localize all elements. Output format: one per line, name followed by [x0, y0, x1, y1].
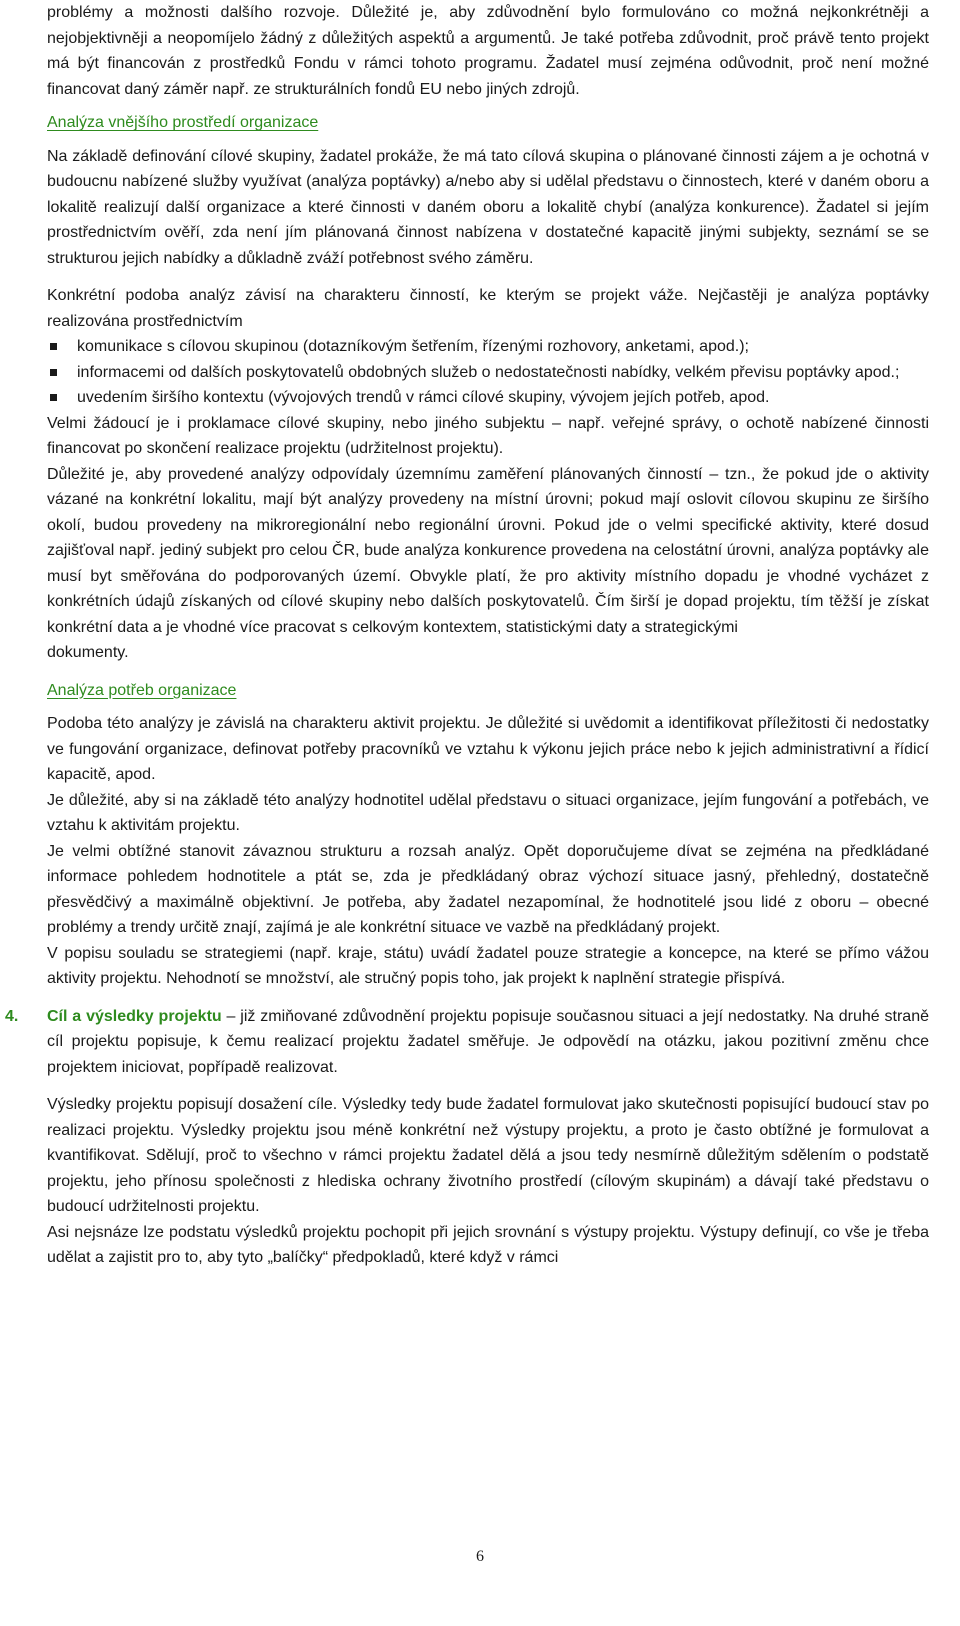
external-paragraph-1: Na základě definování cílové skupiny, žadatel prokáže, že má tato cílová skupina o plánované činnosti zájem a je ochotná v budoucnu nabízené služby využívat (analýza poptávky) a/nebo aby si udělal představu o činnostech, které v daném oboru a lokalitě realizují další organizace a které činnosti v daném oboru a lokalitě chybí (analýza konkurence). Žadatel si jejím prostřednictvím ověří, zda není jím plánovaná činnost nabízena v dostatečné kapacitě jinými subjekty, seznámí se se strukturou jejich nabídky a důkladně zváží potřebnost svého záměru.	[47, 147, 929, 267]
needs-paragraph-3: Je velmi obtížné stanovit závaznou strukturu a rozsah analýz. Opět doporučujeme dívat se zejména na předkládané informace pohledem hodnotitele a ptát se, zda je předkládaný obraz výchozí situace jasný, přehledný, dostatečně přesvědčivý a maximálně objektivní. Je potřeba, aby žadatel nezapomínal, že hodnotitelé jsou lidé z oboru – obecné problémy a trendy určitě znají, zajímá je ale konkrétní situace ve vazbě na předkládaný projekt.	[47, 842, 929, 936]
external-paragraph-4-tail: dokumenty.	[47, 644, 129, 661]
needs-paragraph-2: Je důležité, aby si na základě této analýzy hodnotitel udělal představu o situaci organizace, jejím fungování a potřebách, ve vztahu k aktivitám projektu.	[47, 791, 929, 834]
section-number: 4.	[5, 1007, 19, 1025]
square-bullet-icon	[50, 369, 57, 376]
analysis-methods-list	[47, 334, 929, 411]
section-4-paragraph-1: Výsledky projektu popisují dosažení cíle. Výsledky tedy bude žadatel formulovat jako skutečnosti popisující budoucí stav po realizaci projektu. Výsledky projektu jsou méně konkrétní než výstupy projektu, a proto je často obtížné je formulovat a kvantifikovat. Sdělují, proč to všechno v rámci projektu žadatel dělá a jsou tedy nesmírně důležitým sdělením o podstatě projektu, jeho přínosu společnosti z hlediska ochrany životního prostředí (cílovým skupinám) a dávají také představu o budoucí udržitelnosti projektu.	[47, 1096, 929, 1215]
external-paragraph-3: Velmi žádoucí je i proklamace cílové skupiny, nebo jiného subjektu – např. veřejné správy, o ochotě nabízené činnosti financovat po skončení realizace projektu (udržitelnost projektu).	[47, 414, 929, 457]
list-item: komunikace s cílovou skupinou (dotazníkovým šetřením, řízenými rozhovory, anketami, apod.);	[47, 334, 929, 360]
section-title: Cíl a výsledky projektu	[47, 1007, 222, 1025]
external-paragraph-4: Důležité je, aby provedené analýzy odpovídaly územnímu zaměření plánovaných činností – tzn., že pokud jde o aktivity vázané na konkrétní lokalitu, mají být analýzy provedeny na místní úrovni; pokud mají oslovit cílovou skupinu ze širšího okolí, budou provedeny na mikroregionální nebo regionální úrovni. Pokud jde o velmi specifické aktivity, které dosud zajišťoval např. jediný subjekt pro celou ČR, bude analýza konkurence provedena na celostátní úrovni, analýza poptávky ale musí byt směřována do podporovaných území. Obvykle platí, že pro aktivity místního dopadu je vhodné vycházet z konkrétních údajů získaných od cílové skupiny nebo dalších poskytovatelů. Čím širší je dopad projektu, tím těžší je získat konkrétní data a je vhodné více pracovat s celkovým kontextem, statistickými daty a strategickými	[47, 465, 929, 636]
page-number: 6	[476, 1548, 484, 1565]
list-item: informacemi od dalších poskytovatelů obdobných služeb o nedostatečnosti nabídky, velkém převisu poptávky apod.;	[47, 360, 929, 386]
intro-paragraph: problémy a možnosti dalšího rozvoje. Důležité je, aby zdůvodnění bylo formulováno co možná nejkonkrétněji a nejobjektivněji a neopomíjelo žádný z důležitých aspektů a argumentů. Je také potřeba zdůvodnit, proč právě tento projekt má být financován z prostředků Fondu v rámci tohoto programu. Žadatel musí zejména odůvodnit, proč není možné financovat daný záměr např. ze strukturálních fondů EU nebo jiných zdrojů.	[47, 4, 929, 98]
document-page	[5, 0, 930, 1271]
square-bullet-icon	[50, 343, 57, 350]
external-analysis-heading: Analýza vnějšího prostředí organizace	[47, 114, 319, 131]
square-bullet-icon	[50, 394, 57, 401]
needs-paragraph-4: V popisu souladu se strategiemi (např. kraje, státu) uvádí žadatel pouze strategie a koncepce, na které se přímo vážou aktivity projektu. Nehodnotí se množství, ale stručný popis toho, jak projekt k naplnění strategie přispívá.	[47, 944, 929, 987]
needs-analysis-heading: Analýza potřeb organizace	[47, 681, 237, 699]
section-4-paragraph-2: Asi nejsnáze lze podstatu výsledků projektu pochopit při jejich srovnání s výstupy projektu. Výstupy definují, co vše je třeba udělat a zajistit pro to, aby tyto „balíčky“ předpokladů, které když v rámci	[47, 1223, 929, 1266]
external-paragraph-2: Konkrétní podoba analýz závisí na charakteru činností, ke kterým se projekt váže. Nejčastěji je analýza poptávky realizována prostřednictvím	[47, 287, 929, 330]
needs-paragraph-1: Podoba této analýzy je závislá na charakteru aktivit projektu. Je důležité si uvědomit a identifikovat příležitosti či nedostatky ve fungování organizace, definovat potřeby pracovníků ve vztahu k výkonu jejich práce nebo k jejich administrativní a řídicí kapacitě, apod.	[47, 715, 929, 783]
section-4-lead: Cíl a výsledky projektu – již zmiňované zdůvodnění projektu popisuje současnou situaci a její nedostatky. Na druhé straně cíl projektu popisuje, k čemu realizací projektu žadatel směřuje. Je odpovědí na otázku, jakou pozitivní změnu chce projektem iniciovat, popřípadě realizovat.	[47, 1007, 930, 1076]
list-item: uvedením širšího kontextu (vývojových trendů v rámci cílové skupiny, vývojem jejích potřeb, apod.	[47, 385, 929, 411]
section-4	[5, 1004, 930, 1271]
